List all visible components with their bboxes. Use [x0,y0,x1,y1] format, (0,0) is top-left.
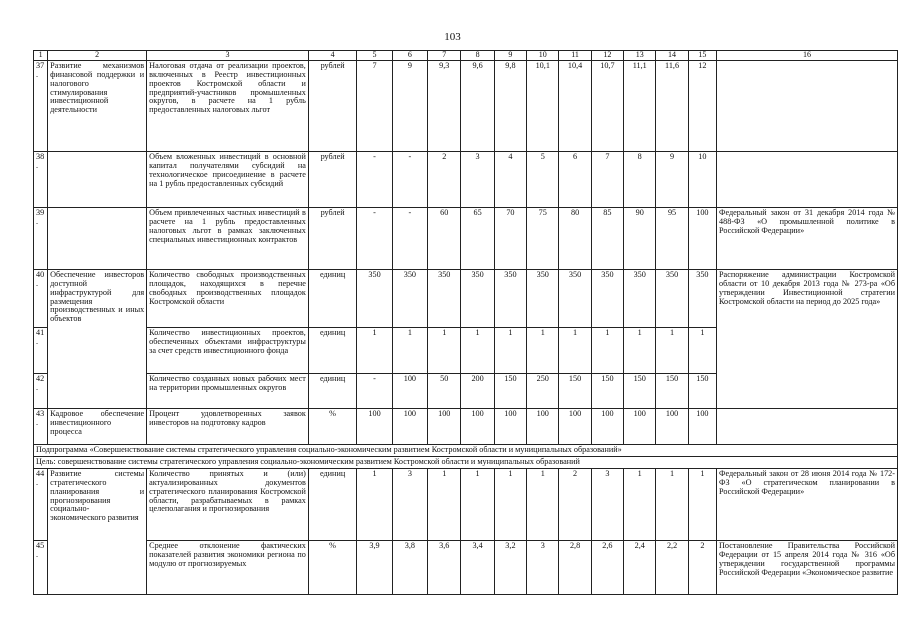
goal-cell [48,208,147,270]
table-row [34,541,898,595]
value-cell: 80 [559,208,591,270]
value-cell: 9 [392,61,427,152]
goal-cell [48,152,147,208]
value-cell: 350 [494,270,526,328]
value-cell: 100 [392,374,427,409]
source-cell: Распоряжение администрации Костромской области от 10 декабря 2013 года № 273-ра «Об утверждении Инвестиционной стратегии Костромской области на период до 2025 года» [717,270,898,409]
value-cell: 5 [527,152,559,208]
value-cell: 2,8 [559,541,591,595]
unit-cell: рублей [308,152,357,208]
value-cell: 1 [357,328,392,374]
row-number: 37. [34,61,48,152]
value-cell: 2 [559,469,591,541]
value-cell: 12 [688,61,716,152]
value-cell: 1 [688,328,716,374]
value-cell: 100 [688,208,716,270]
value-cell: 100 [624,409,656,445]
header-cell: 16 [717,51,898,61]
value-cell: 100 [461,409,494,445]
value-cell: 200 [461,374,494,409]
subprogram-goal: Цель: совершенствование системы стратегического управления социально-экономическим развитием Костромской области и муниципальных образований [34,457,898,469]
value-cell: 1 [624,328,656,374]
value-cell: 9,3 [428,61,461,152]
value-cell: 2 [688,541,716,595]
value-cell: 10 [688,152,716,208]
value-cell: 1 [461,469,494,541]
value-cell: 1 [527,328,559,374]
value-cell: 3,2 [494,541,526,595]
row-number: 43. [34,409,48,445]
header-cell: 13 [624,51,656,61]
source-cell [717,61,898,152]
header-cell: 4 [308,51,357,61]
goal-cell: Развитие системы стратегического планирования и прогнозирования социально-экономического развития [48,469,147,595]
value-cell: 85 [591,208,623,270]
value-cell: 3 [392,469,427,541]
indicator-cell: Объем вложенных инвестиций в основной капитал получателями субсидий на технологическое присоединение в расчете на 1 рубль предоставленных субсидий [147,152,309,208]
value-cell: 95 [656,208,688,270]
value-cell: 2,6 [591,541,623,595]
table-row [34,61,898,152]
indicator-cell: Среднее отклонение фактических показателей развития экономики региона по модулю от прогнозируемых [147,541,309,595]
value-cell: 100 [559,409,591,445]
value-cell: 9,8 [494,61,526,152]
table-row [34,270,898,328]
value-cell: - [392,208,427,270]
value-cell: 7 [357,61,392,152]
unit-cell: единиц [308,328,357,374]
value-cell: 2,4 [624,541,656,595]
header-cell: 2 [48,51,147,61]
value-cell: 1 [527,469,559,541]
value-cell: 3,6 [428,541,461,595]
header-cell: 8 [461,51,494,61]
value-cell: 350 [688,270,716,328]
value-cell: 1 [357,469,392,541]
value-cell: 150 [624,374,656,409]
value-cell: 3 [591,469,623,541]
value-cell: 350 [591,270,623,328]
row-number: 38. [34,152,48,208]
source-cell [717,409,898,445]
indicator-cell: Количество созданных новых рабочих мест на территории промышленных округов [147,374,309,409]
value-cell: 100 [428,409,461,445]
header-cell: 1 [34,51,48,61]
value-cell: 1 [656,469,688,541]
unit-cell: % [308,409,357,445]
indicator-cell: Объем привлеченных частных инвестиций в расчете на 1 рубль предоставленных налоговых льгот в рамках заключенных специальных инвестиционных контрактов [147,208,309,270]
row-number: 39. [34,208,48,270]
value-cell: 150 [494,374,526,409]
indicator-cell: Количество свободных производственных площадок, находящихся в перечне свободных производственных площадок Костромской области [147,270,309,328]
value-cell: 1 [494,328,526,374]
value-cell: 1 [559,328,591,374]
value-cell: 350 [428,270,461,328]
subprogram-row [34,445,898,457]
source-cell: Федеральный закон от 28 июня 2014 года № 172-ФЗ «О стратегическом планировании в Российской Федерации» [717,469,898,541]
header-cell: 5 [357,51,392,61]
value-cell: 100 [591,409,623,445]
value-cell: 3,4 [461,541,494,595]
unit-cell: рублей [308,208,357,270]
value-cell: 250 [527,374,559,409]
row-number: 40. [34,270,48,328]
value-cell: 75 [527,208,559,270]
value-cell: 350 [461,270,494,328]
goal-row [34,457,898,469]
value-cell: - [392,152,427,208]
value-cell: 11,1 [624,61,656,152]
value-cell: 90 [624,208,656,270]
source-cell [717,152,898,208]
value-cell: 1 [591,328,623,374]
goal-cell: Обеспечение инвесторов доступной инфраструктурой для размещения производственных и иных объектов [48,270,147,409]
value-cell: 3 [461,152,494,208]
header-cell: 7 [428,51,461,61]
value-cell: - [357,152,392,208]
indicators-table [33,50,898,595]
value-cell: 100 [494,409,526,445]
value-cell: 350 [392,270,427,328]
value-cell: 1 [461,328,494,374]
value-cell: 1 [624,469,656,541]
value-cell: 65 [461,208,494,270]
header-cell: 10 [527,51,559,61]
value-cell: 350 [357,270,392,328]
header-cell: 11 [559,51,591,61]
unit-cell: единиц [308,469,357,541]
header-cell: 9 [494,51,526,61]
value-cell: 150 [688,374,716,409]
row-number: 45. [34,541,48,595]
value-cell: 8 [624,152,656,208]
table-row [34,469,898,541]
value-cell: 11,6 [656,61,688,152]
value-cell: 1 [428,469,461,541]
unit-cell: рублей [308,61,357,152]
value-cell: 9 [656,152,688,208]
value-cell: 1 [656,328,688,374]
value-cell: 100 [357,409,392,445]
value-cell: 1 [494,469,526,541]
value-cell: 4 [494,152,526,208]
value-cell: 350 [656,270,688,328]
indicator-cell: Налоговая отдача от реализации проектов, включенных в Реестр инвестиционных проектов Костромской области и предприятий-участников промышленных округов, в расчете на 1 рубль предоставленных налоговых льгот [147,61,309,152]
value-cell: 70 [494,208,526,270]
header-cell: 12 [591,51,623,61]
goal-cell: Развитие механизмов финансовой поддержки и налогового стимулирования инвестиционной деятельности [48,61,147,152]
value-cell: 100 [688,409,716,445]
unit-cell: % [308,541,357,595]
value-cell: 150 [559,374,591,409]
value-cell: 50 [428,374,461,409]
source-cell: Постановление Правительства Российской Федерации от 15 апреля 2014 года № 316 «Об утверждении государственной программы Российской Федерации «Экономическое развитие [717,541,898,595]
value-cell: 7 [591,152,623,208]
value-cell: 3,8 [392,541,427,595]
row-number: 44. [34,469,48,541]
value-cell: 3 [527,541,559,595]
value-cell: - [357,374,392,409]
source-cell: Федеральный закон от 31 декабря 2014 года № 488-ФЗ «О промышленной политике в Российской Федерации» [717,208,898,270]
header-row [34,51,898,61]
value-cell: 350 [624,270,656,328]
value-cell: - [357,208,392,270]
value-cell: 100 [656,409,688,445]
row-number: 42. [34,374,48,409]
value-cell: 150 [591,374,623,409]
value-cell: 150 [656,374,688,409]
value-cell: 6 [559,152,591,208]
header-cell: 6 [392,51,427,61]
table-row [34,409,898,445]
value-cell: 350 [559,270,591,328]
value-cell: 100 [527,409,559,445]
header-cell: 15 [688,51,716,61]
table-row [34,152,898,208]
row-number: 41. [34,328,48,374]
indicator-cell: Количество принятых и (или) актуализированных документов стратегического планирования Костромской области, разрабатываемых в рамках целеполагания и прогнозирования [147,469,309,541]
value-cell: 60 [428,208,461,270]
value-cell: 1 [428,328,461,374]
unit-cell: единиц [308,270,357,328]
header-cell: 14 [656,51,688,61]
subprogram-title: Подпрограмма «Совершенствование системы стратегического управления социально-экономическим развитием Костромской области и муниципальных образований» [34,445,898,457]
goal-cell: Кадровое обеспечение инвестиционного процесса [48,409,147,445]
indicator-cell: Количество инвестиционных проектов, обеспеченных объектами инфраструктуры за счет средств инвестиционного фонда [147,328,309,374]
value-cell: 1 [688,469,716,541]
unit-cell: единиц [308,374,357,409]
header-cell: 3 [147,51,309,61]
page-number: 103 [444,31,461,43]
value-cell: 350 [527,270,559,328]
value-cell: 1 [392,328,427,374]
value-cell: 2 [428,152,461,208]
table-row [34,208,898,270]
value-cell: 10,4 [559,61,591,152]
value-cell: 2,2 [656,541,688,595]
value-cell: 100 [392,409,427,445]
value-cell: 9,6 [461,61,494,152]
value-cell: 10,1 [527,61,559,152]
value-cell: 10,7 [591,61,623,152]
value-cell: 3,9 [357,541,392,595]
indicator-cell: Процент удовлетворенных заявок инвесторов на подготовку кадров [147,409,309,445]
